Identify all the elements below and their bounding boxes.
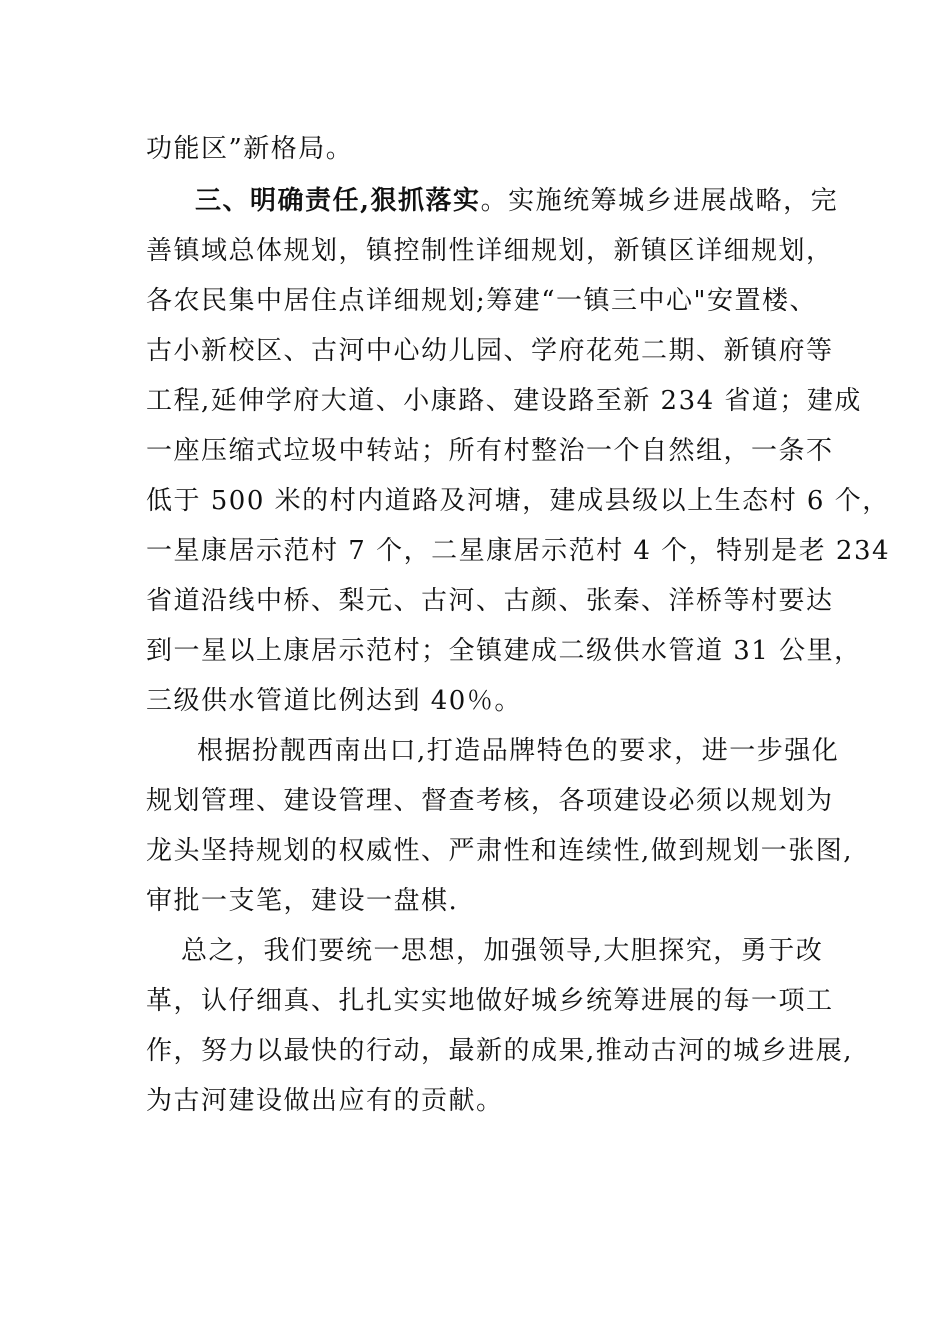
paragraph-2-line-9: 省道沿线中桥、梨元、古河、古颜、张秦、洋桥等村要达 bbox=[146, 586, 834, 616]
paragraph-4-line-1: 总之，我们要统一思想，加强领导,大胆探究，勇于改 bbox=[181, 936, 824, 966]
paragraph-2-line-2: 善镇域总体规划，镇控制性详细规划，新镇区详细规划， bbox=[146, 236, 834, 266]
paragraph-4-line-4: 为古河建设做出应有的贡献。 bbox=[146, 1086, 504, 1116]
paragraph-2-line-7: 低于 500 米的村内道路及河塘，建成县级以上生态村 6 个， bbox=[146, 486, 890, 516]
paragraph-2-line-6: 一座压缩式垃圾中转站；所有村整治一个自然组，一条不 bbox=[146, 436, 834, 466]
paragraph-3-line-3: 龙头坚持规划的权威性、严肃性和连续性,做到规划一张图, bbox=[146, 836, 854, 866]
paragraph-2-line-3: 各农民集中居住点详细规划;筹建“一镇三中心"安置楼、 bbox=[146, 286, 818, 316]
paragraph-2-line-8: 一星康居示范村 7 个，二星康居示范村 4 个，特别是老 234 bbox=[146, 536, 891, 566]
paragraph-1-line-1: 功能区”新格局。 bbox=[146, 134, 354, 164]
paragraph-2-line-11: 三级供水管道比例达到 40％。 bbox=[146, 686, 522, 716]
paragraph-2-line-1-rest: 。实施统筹城乡进展战略，完 bbox=[480, 186, 839, 216]
paragraph-3-line-4: 审批一支笔，建设一盘棋. bbox=[146, 886, 459, 916]
paragraph-3-line-1: 根据扮靓西南出口,打造品牌特色的要求，进一步强化 bbox=[197, 736, 840, 766]
section-heading: 三、明确责任,狠抓落实 bbox=[195, 186, 481, 216]
paragraph-2-line-10: 到一星以上康居示范村；全镇建成二级供水管道 31 公里， bbox=[146, 636, 862, 666]
paragraph-4-line-2: 革，认仔细真、扎扎实实地做好城乡统筹进展的每一项工 bbox=[146, 986, 834, 1016]
paragraph-2-line-4: 古小新校区、古河中心幼儿园、学府花苑二期、新镇府等 bbox=[146, 336, 834, 366]
paragraph-2-line-5: 工程,延伸学府大道、小康路、建设路至新 234 省道；建成 bbox=[146, 386, 862, 416]
paragraph-2-line-1 bbox=[195, 183, 839, 219]
paragraph-4-line-3: 作，努力以最快的行动，最新的成果,推动古河的城乡进展, bbox=[146, 1036, 854, 1066]
paragraph-3-line-2: 规划管理、建设管理、督查考核，各项建设必须以规划为 bbox=[146, 786, 834, 816]
